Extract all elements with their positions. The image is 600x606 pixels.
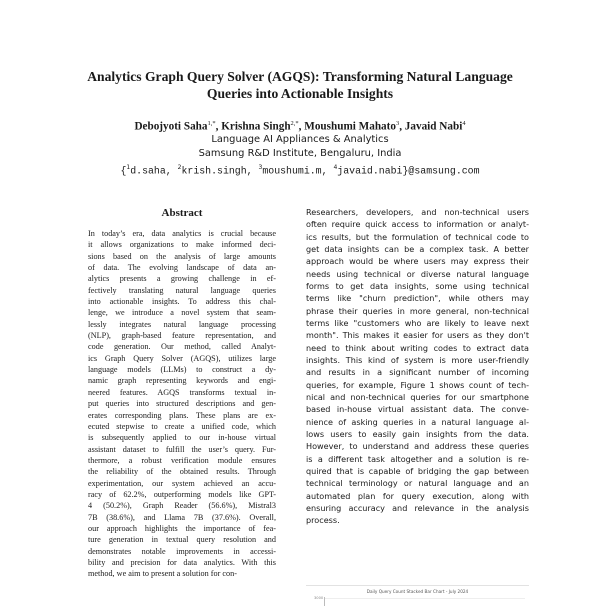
email-id: krish.singh — [181, 165, 247, 177]
title-line: Queries into Actionable Insights — [206, 86, 394, 101]
author-mark: 3 — [395, 120, 400, 127]
abstract-line: In today’s era, data analytics is crucial because — [88, 229, 276, 238]
body-line: need to think about writing codes to extract data — [306, 342, 529, 353]
author-mark: 2,* — [290, 120, 299, 127]
email-mark: 3 — [258, 164, 263, 171]
abstract-line: it allows organizations to make informed deci- — [88, 240, 276, 250]
introduction-text — [306, 206, 529, 527]
body-line: process. — [306, 515, 340, 526]
email-mark: 2 — [177, 164, 182, 171]
abstract-line: language models (LLMs) to construct a dy- — [88, 365, 276, 375]
author-emails — [40, 161, 560, 178]
affiliation-institute: Samsung R&D Institute, Bengaluru, India — [198, 148, 402, 159]
abstract-line: erates corresponding plans. These plans are ex- — [88, 410, 276, 420]
abstract-line: into actionable insights. To address this chal- — [88, 297, 276, 307]
body-line: lows users to easily gain insights from the data. — [306, 428, 529, 439]
body-line: ensuring accuracy and relevance in the analysis — [306, 502, 529, 513]
body-line: nience of asking queries in a natural language al- — [306, 416, 529, 427]
abstract-line: method, we aim to present a solution for con- — [88, 569, 237, 579]
abstract-line: neered features. AGQS transforms textual in- — [88, 387, 276, 397]
author-mark: 4 — [462, 120, 466, 127]
abstract-line: namic graph representing keywords and engi- — [88, 376, 276, 386]
abstract-line: is subsequently applied to our in-house virtual — [88, 433, 276, 443]
abstract-line: fectively translating natural language queries — [88, 285, 276, 295]
email-id: d.saha — [130, 165, 166, 177]
email-mark: 1 — [126, 164, 131, 171]
body-line: queries, for example, Figure 1 shows count of tech- — [306, 379, 529, 390]
abstract-line: experimentation, our system achieved an accu- — [88, 478, 276, 488]
figure-gridline — [325, 598, 525, 599]
abstract-line: racy of 62.2%, outperforming models like GPT- — [88, 489, 276, 499]
email-mark: 4 — [333, 164, 338, 171]
figure-title: Daily Query Count Stacked Bar Chart - July 2024 — [366, 589, 469, 594]
email-brace-close: } — [402, 165, 409, 177]
author-name: Krishna Singh — [221, 120, 291, 133]
abstract-line: assistant dataset to fulfill the user’s query. Fur- — [88, 444, 276, 454]
body-line: However, to understand and address these queries — [306, 441, 529, 452]
email-id: javaid.nabi — [337, 165, 403, 177]
abstract-line: alytics presents a growing challenge in ef- — [88, 274, 276, 284]
body-line: forms to get data insights, some using technical — [306, 280, 529, 291]
email-brace-open: { — [120, 165, 127, 177]
body-line: nical and non-technical queries for our smartphone — [306, 391, 529, 402]
author-name: Debojyoti Saha — [134, 120, 208, 133]
author-name: Moushumi Mahato — [304, 120, 396, 133]
body-line: Researchers, developers, and non-technical users — [306, 207, 529, 217]
body-line: technical terminology or natural language and an — [306, 478, 529, 489]
affiliation-dept: Language AI Appliances & Analytics — [211, 134, 389, 145]
body-line: quired that is capable of bridging the gap between — [306, 465, 529, 476]
body-line: is a different task altogether and a solution is re- — [306, 453, 529, 464]
body-line: get data insights can be a complex task. A better — [306, 243, 529, 254]
abstract-body — [88, 228, 276, 580]
abstract-heading: Abstract — [161, 207, 203, 219]
email-domain: @samsung.com — [408, 165, 480, 177]
author-list — [40, 117, 560, 134]
abstract-line: (NLP), graph-based feature representation, and — [88, 331, 276, 341]
body-line: based in-house virtual assistant data. The conve- — [306, 404, 529, 415]
abstract-line: of data. The evolving landscape of data an- — [88, 263, 276, 273]
body-line: terms like "customers who are likely to leave next — [306, 317, 529, 328]
body-line: and results in a significant number of incoming — [306, 367, 529, 378]
abstract-line: ecuted stepwise to create a unified code, which — [88, 421, 276, 431]
author-separator: , — [298, 120, 305, 133]
body-line: often require quick access to information or analyt- — [306, 219, 529, 230]
email-separator: , — [246, 165, 259, 177]
abstract-line: ture generation in textual query resolution and — [88, 535, 276, 545]
figure-1-preview — [306, 585, 529, 606]
figure-y-tick: 3000 — [314, 596, 324, 600]
abstract-line: our approach highlights the importance of fea- — [88, 523, 276, 533]
abstract-line: thermore, a robust verification module ensures — [88, 455, 276, 465]
body-line: ics results, but the formulation of technical code to — [306, 231, 529, 242]
abstract-line: ics Graph Query Solver (AGQS), utilizes large — [88, 353, 276, 363]
abstract-line: demonstrates notable improvements in accessi- — [88, 546, 276, 556]
author-separator: , — [399, 120, 405, 133]
body-line: phrase their queries in more general, non-technical — [306, 305, 529, 316]
abstract-line: code generation. Our method, called Analyt- — [88, 342, 276, 352]
abstract-line: sions based on the analysis of large amounts — [88, 251, 276, 261]
author-name: Javaid Nabi — [404, 120, 463, 133]
email-id: moushumi.m — [262, 165, 322, 177]
abstract-line: the reliability of the obtained results. Through — [88, 467, 276, 477]
abstract-line: 4 (50.2%), Graph Reader (56.6%), Mistral3 — [88, 501, 276, 511]
body-line: needs using technical or diverse natural language — [306, 268, 529, 279]
body-line: automated plan for query execution, along with — [306, 490, 529, 501]
email-separator: , — [321, 165, 334, 177]
body-line: month". This makes it easier for users as they don't — [306, 330, 529, 341]
body-line: insights. This kind of system is more user-friendly — [306, 354, 529, 365]
title-line: Analytics Graph Query Solver (AGQS): Transforming Natural Language — [87, 69, 513, 84]
abstract-line: 7B (38.6%), and Llama 7B (37.6%). Overall, — [88, 512, 276, 522]
author-mark: 1,* — [207, 120, 216, 127]
author-separator: , — [215, 120, 222, 133]
abstract-line: bility and precision for data analytics. With this — [88, 557, 276, 567]
paper-title — [40, 68, 560, 102]
abstract-line: lenge, we introduce a novel system that seam- — [88, 308, 276, 318]
body-line: approach would be where users may express their — [306, 256, 529, 267]
email-separator: , — [165, 165, 178, 177]
abstract-line: put queries into structured descriptions and gen- — [88, 399, 276, 409]
body-line: terms like "churn prediction", while others may — [306, 293, 529, 304]
abstract-line: lessly integrates natural language processing — [88, 319, 276, 329]
